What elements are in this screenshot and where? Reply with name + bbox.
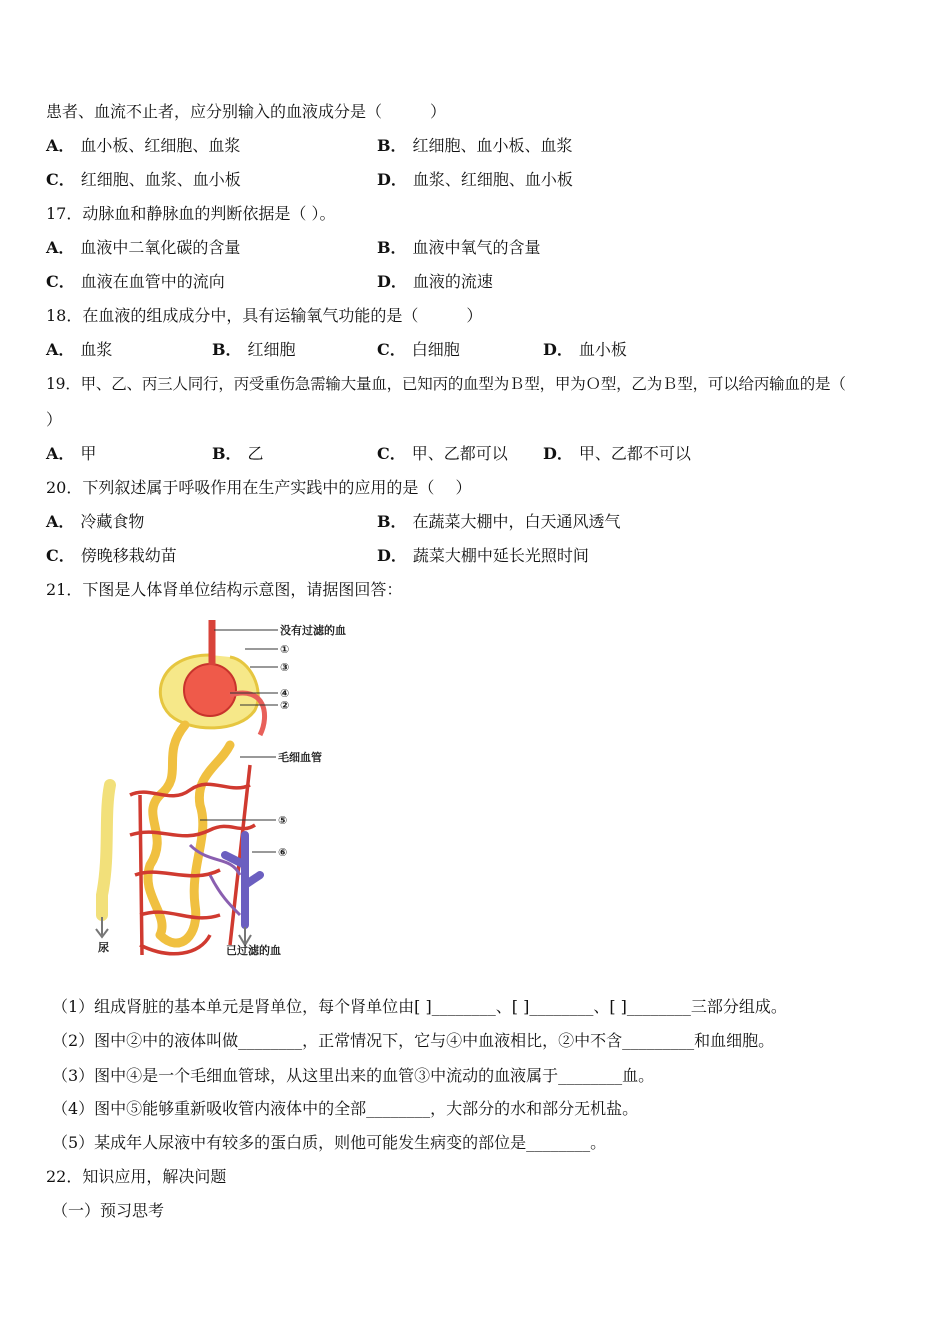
label-1: ①	[280, 643, 290, 656]
q20-option-b: B． 在蔬菜大棚中，白天通风透气	[377, 512, 621, 531]
label-capillary: 毛细血管	[278, 751, 322, 764]
label-urine: 尿	[98, 941, 109, 954]
q19-option-c: C． 甲、乙都可以	[377, 444, 508, 463]
q16-option-c: C． 红细胞、血浆、血小板	[46, 170, 241, 189]
q19-stem-line2: ）	[46, 410, 63, 429]
q17-stem: 17．动脉血和静脉血的判断依据是（ ）。	[46, 204, 336, 223]
q21-sub-2: （2）图中②中的液体叫做________，正常情况下，它与④中血液相比，②中不含_________和血细胞。	[52, 1031, 775, 1050]
q17-option-d: D． 血液的流速	[377, 272, 493, 291]
q16-stem: 患者、血流不止者，应分别输入的血液成分是（ ）	[46, 102, 447, 121]
label-4: ④	[280, 687, 290, 700]
q17-option-b: B． 血液中氧气的含量	[377, 238, 541, 257]
q16-option-b: B． 红细胞、血小板、血浆	[377, 136, 573, 155]
q16-option-d: D． 血浆、红细胞、血小板	[377, 170, 573, 189]
q22-stem: 22．知识应用，解决问题	[46, 1167, 227, 1186]
q21-sub-4: （4）图中⑤能够重新吸收管内液体中的全部________，大部分的水和部分无机盐。	[52, 1099, 639, 1118]
q18-option-b: B． 红细胞	[212, 340, 296, 359]
q19-option-a: A． 甲	[46, 444, 97, 463]
collecting-duct-shape	[102, 785, 110, 915]
q20-stem: 20．下列叙述属于呼吸作用在生产实践中的应用的是（ ）	[46, 478, 472, 497]
label-unfiltered-blood: 没有过滤的血	[280, 624, 346, 637]
label-2: ②	[280, 699, 290, 712]
urine-arrow-shape	[96, 917, 108, 937]
q16-option-a: A． 血小板、红细胞、血浆	[46, 136, 241, 155]
q21-stem: 21．下图是人体肾单位结构示意图，请据图回答：	[46, 580, 403, 599]
q20-option-a: A． 冷藏食物	[46, 512, 145, 531]
q20-option-c: C． 傍晚移栽幼苗	[46, 546, 177, 565]
q21-sub-1: （1）组成肾脏的基本单元是肾单位，每个肾单位由[ ]________、[ ]________、[ ]________三部分组成。	[52, 997, 787, 1016]
q17-option-c: C． 血液在血管中的流向	[46, 272, 225, 291]
nephron-illustration	[90, 615, 390, 985]
glomerulus-shape	[184, 664, 236, 716]
label-6: ⑥	[278, 846, 288, 859]
label-filtered-blood: 已过滤的血	[226, 944, 281, 957]
label-3: ③	[280, 661, 290, 674]
q18-stem: 18．在血液的组成成分中，具有运输氧气功能的是（ ）	[46, 306, 483, 325]
filtered-arrow-shape	[239, 927, 251, 945]
q21-sub-3: （3）图中④是一个毛细血管球，从这里出来的血管③中流动的血液属于________血。	[52, 1066, 655, 1085]
q19-stem-line1: 19．甲、乙、丙三人同行，丙受重伤急需输大量血，已知丙的血型为Ｂ型，甲为Ｏ型，乙为Ｂ型，可以给丙输血的是（	[46, 375, 846, 393]
q22-sub-heading: （一）预习思考	[52, 1201, 165, 1220]
q18-option-d: D． 血小板	[543, 340, 627, 359]
q17-option-a: A． 血液中二氧化碳的含量	[46, 238, 241, 257]
q20-option-d: D． 蔬菜大棚中延长光照时间	[377, 546, 589, 565]
renal-vein-shape	[225, 835, 260, 925]
q18-option-a: A． 血浆	[46, 340, 113, 359]
nephron-diagram	[90, 615, 390, 985]
q18-option-c: C． 白细胞	[377, 340, 460, 359]
label-5: ⑤	[278, 814, 288, 827]
q21-sub-5: （5）某成年人尿液中有较多的蛋白质，则他可能发生病变的部位是________。	[52, 1133, 607, 1152]
q19-option-d: D． 甲、乙都不可以	[543, 444, 691, 463]
q19-option-b: B． 乙	[212, 444, 264, 463]
